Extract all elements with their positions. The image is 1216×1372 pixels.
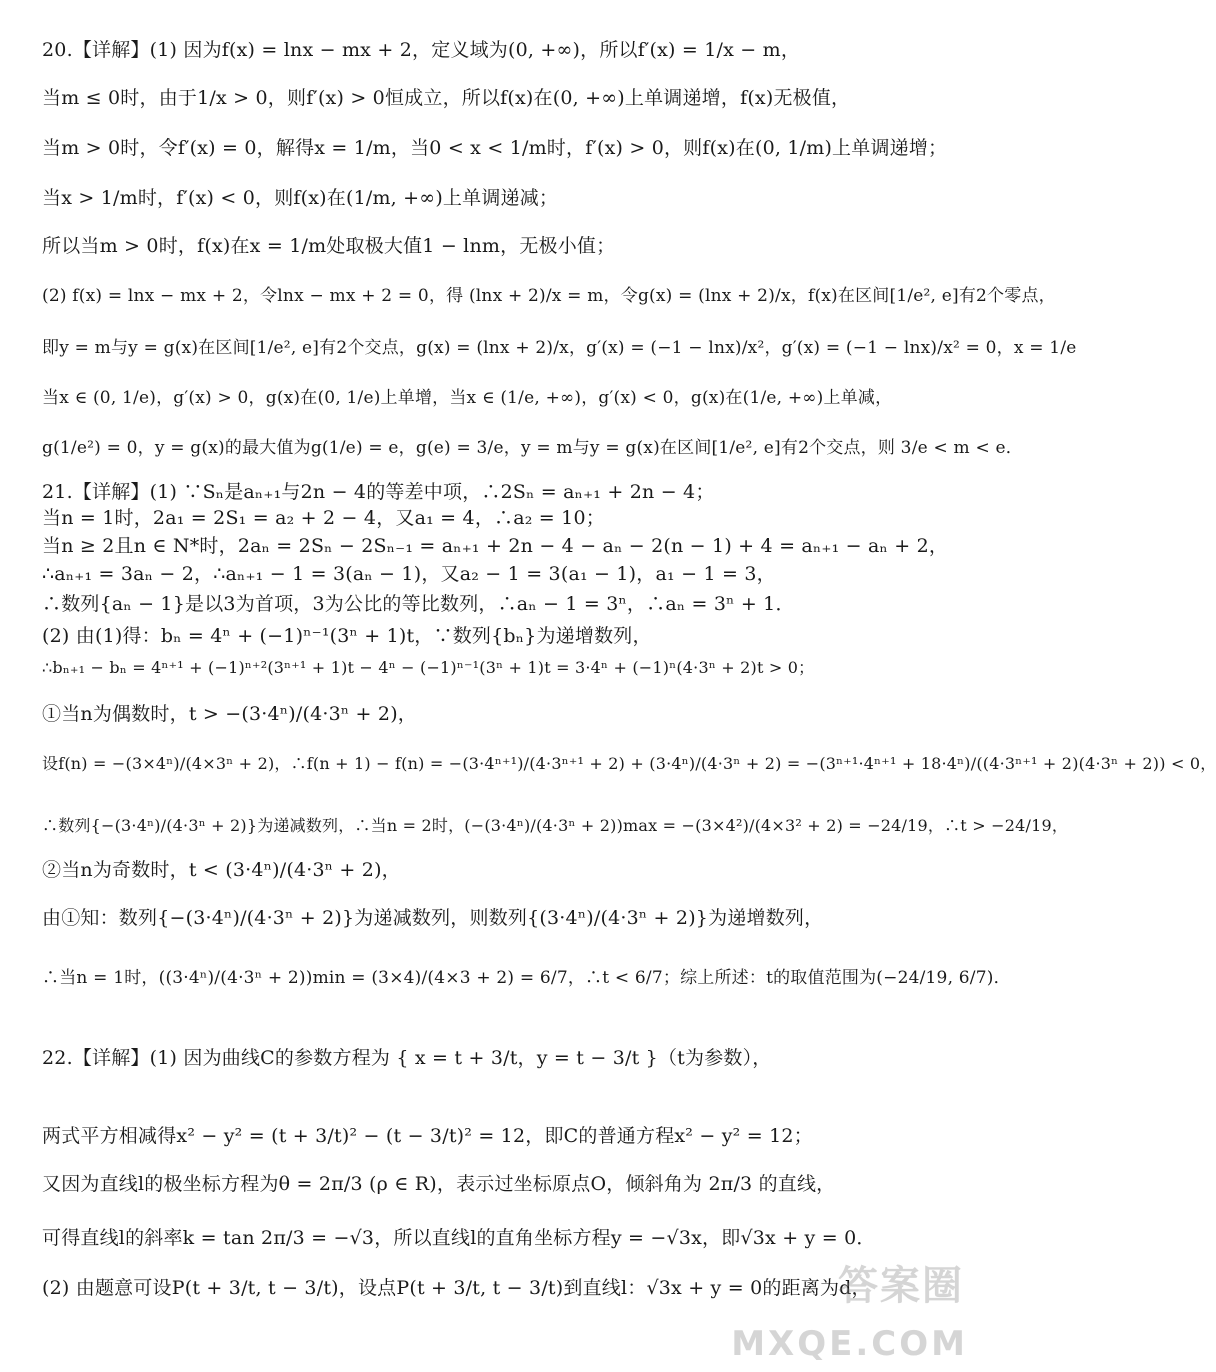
text-line: ∴aₙ₊₁ = 3aₙ − 2，∴aₙ₊₁ − 1 = 3(aₙ − 1)，又a₂ − 1 = 3(a₁ − 1)，a₁ − 1 = 3， xyxy=(42,563,776,585)
text-line: ∴数列{−(3·4ⁿ)/(4·3ⁿ + 2)}为递减数列，∴当n = 2时，(−(3·4ⁿ)/(4·3ⁿ + 2))max = −(3×4²)/(4×3² + 2) = −24/19，∴t > −24/19， xyxy=(42,816,1069,835)
text-line: 两式平方相减得x² − y² = (t + 3/t)² − (t − 3/t)² = 12，即C的普通方程x² − y² = 12； xyxy=(42,1125,813,1147)
text-line: 所以当m > 0时，f(x)在x = 1/m处取极大值1 − lnm，无极小值； xyxy=(42,235,616,257)
text-line: 又因为直线l的极坐标方程为θ = 2π/3 (ρ ∈ R)，表示过坐标原点O，倾斜角为 2π/3 的直线， xyxy=(42,1173,836,1195)
watermark-logo xyxy=(731,1254,982,1364)
text-line: g(1/e²) = 0，y = g(x)的最大值为g(1/e) = e，g(e) = 3/e，y = m与y = g(x)在区间[1/e², e]有2个交点，则 3/e < m < e． xyxy=(42,438,1023,458)
text-line: 21.【详解】(1) ∵Sₙ是aₙ₊₁与2n − 4的等差中项，∴2Sₙ = aₙ₊₁ + 2n − 4； xyxy=(42,481,715,503)
text-line: 22.【详解】(1) 因为曲线C的参数方程为 { x = t + 3/t，y = t − 3/t }（t为参数）， xyxy=(42,1047,772,1069)
text-line: 即y = m与y = g(x)在区间[1/e², e]有2个交点，g(x) = (lnx + 2)/x，g′(x) = (−1 − lnx)/x²，g′(x) = (−1 − lnx)/x² = 0，x = 1/e xyxy=(42,338,1077,358)
text-line: 当x > 1/m时，f′(x) < 0，则f(x)在(1/m, +∞)上单调递减； xyxy=(42,187,559,209)
text-line: ∴当n = 1时，((3·4ⁿ)/(4·3ⁿ + 2))min = (3×4)/(4×3 + 2) = 6/7，∴t < 6/7；综上所述：t的取值范围为(−24/19, 6/7)． xyxy=(42,968,1011,988)
text-line: 20.【详解】(1) 因为f(x) = lnx − mx + 2，定义域为(0, +∞)，所以f′(x) = 1/x − m， xyxy=(42,39,801,61)
text-line: 当n ≥ 2且n ∈ N*时，2aₙ = 2Sₙ − 2Sₙ₋₁ = aₙ₊₁ + 2n − 4 − aₙ − 2(n − 1) + 4 = aₙ₊₁ − aₙ + 2， xyxy=(42,535,949,557)
watermark-title: 答案圈 xyxy=(838,1263,964,1309)
text-line: 可得直线l的斜率k = tan 2π/3 = −√3，所以直线l的直角坐标方程y = −√3x，即√3x + y = 0． xyxy=(42,1227,876,1249)
text-line: (2) 由(1)得：bₙ = 4ⁿ + (−1)ⁿ⁻¹(3ⁿ + 1)t，∵数列{bₙ}为递增数列， xyxy=(42,625,652,647)
text-line: 当m ≤ 0时，由于1/x > 0，则f′(x) > 0恒成立，所以f(x)在(0, +∞)上单调递增，f(x)无极值， xyxy=(42,87,851,109)
text-line: 当x ∈ (0, 1/e)，g′(x) > 0，g(x)在(0, 1/e)上单增，当x ∈ (1/e, +∞)，g′(x) < 0，g(x)在(1/e, +∞)上单减， xyxy=(42,388,893,408)
text-line: 当n = 1时，2a₁ = 2S₁ = a₂ + 2 − 4，又a₁ = 4，∴a₂ = 10； xyxy=(42,507,605,529)
text-line: 由①知：数列{−(3·4ⁿ)/(4·3ⁿ + 2)}为递减数列，则数列{(3·4ⁿ)/(4·3ⁿ + 2)}为递增数列， xyxy=(42,907,824,929)
text-line: ①当n为偶数时，t > −(3·4ⁿ)/(4·3ⁿ + 2)， xyxy=(42,703,418,725)
text-line: 当m > 0时，令f′(x) = 0，解得x = 1/m，当0 < x < 1/m时，f′(x) > 0，则f(x)在(0, 1/m)上单调递增； xyxy=(42,137,948,159)
text-line: ∴数列{aₙ − 1}是以3为首项，3为公比的等比数列，∴aₙ − 1 = 3ⁿ，∴aₙ = 3ⁿ + 1． xyxy=(42,593,795,615)
text-line: (2) f(x) = lnx − mx + 2，令lnx − mx + 2 = 0，得 (lnx + 2)/x = m，令g(x) = (lnx + 2)/x，f(x)在区间[1/e², e]有2个零点， xyxy=(42,286,1056,306)
text-line: ②当n为奇数时，t < (3·4ⁿ)/(4·3ⁿ + 2)， xyxy=(42,859,401,881)
text-line: (2) 由题意可设P(t + 3/t, t − 3/t)，设点P(t + 3/t, t − 3/t)到直线l：√3x + y = 0的距离为d， xyxy=(42,1277,871,1299)
text-line: ∴bₙ₊₁ − bₙ = 4ⁿ⁺¹ + (−1)ⁿ⁺²(3ⁿ⁺¹ + 1)t − 4ⁿ − (−1)ⁿ⁻¹(3ⁿ + 1)t = 3·4ⁿ + (−1)ⁿ(4·3ⁿ + 2)t > 0； xyxy=(42,658,815,677)
text-line: 设f(n) = −(3×4ⁿ)/(4×3ⁿ + 2)，∴f(n + 1) − f(n) = −(3·4ⁿ⁺¹)/(4·3ⁿ⁺¹ + 2) + (3·4ⁿ)/(4·3ⁿ + 2) = −(3ⁿ⁺¹·4ⁿ⁺¹ + 18·4ⁿ)/((4·3ⁿ⁺¹ + 2)(4·3ⁿ + 2)) < 0， xyxy=(42,754,1216,773)
watermark-domain: MXQE.COM xyxy=(731,1324,968,1364)
